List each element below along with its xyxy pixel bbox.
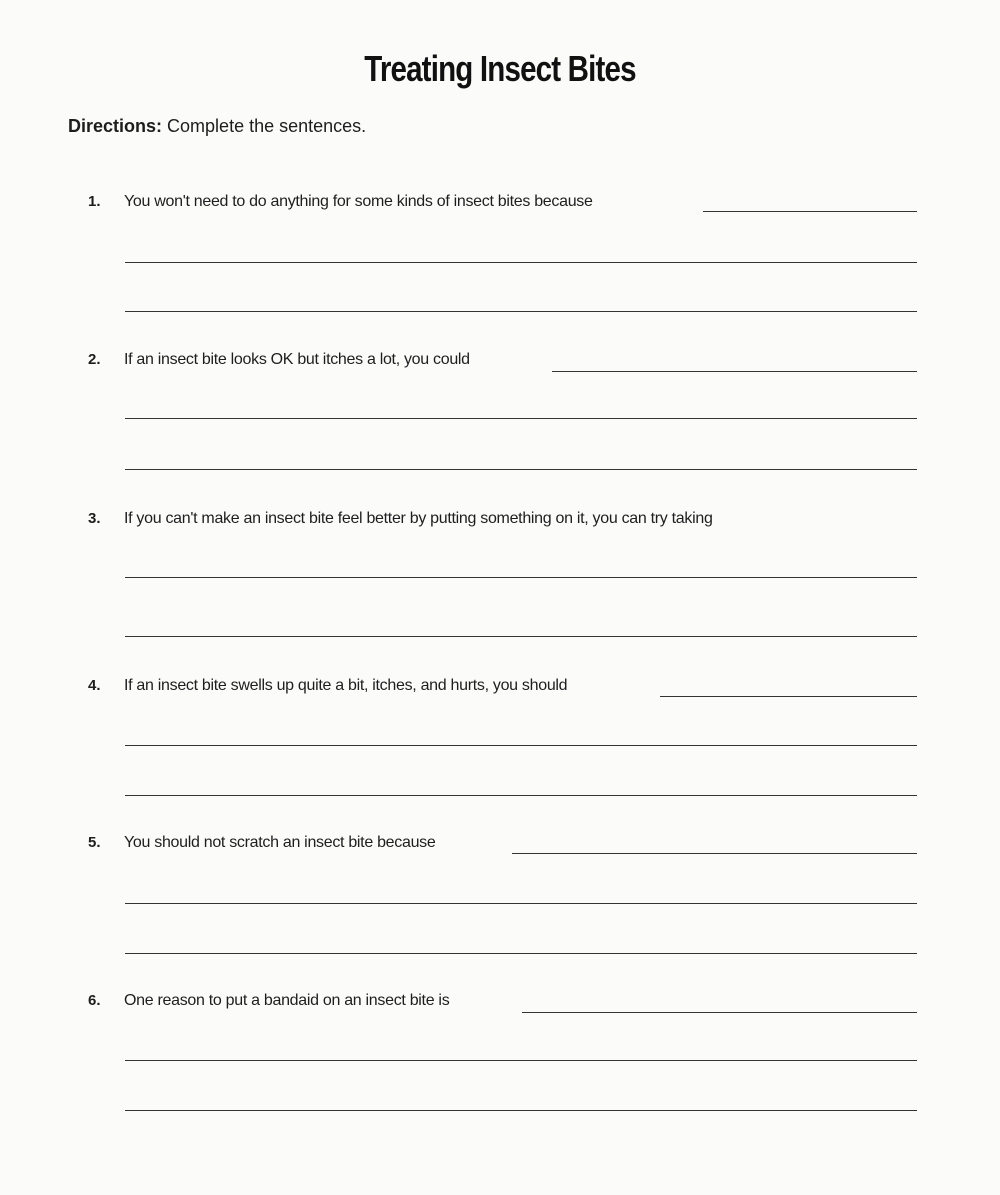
page-title: Treating Insect Bites bbox=[364, 48, 636, 89]
answer-line[interactable] bbox=[125, 293, 917, 312]
answer-line[interactable] bbox=[125, 451, 917, 470]
answer-line[interactable] bbox=[522, 994, 917, 1013]
question-number: 3. bbox=[88, 510, 101, 527]
question-prompt: One reason to put a bandaid on an insect bite is bbox=[124, 992, 450, 1009]
answer-line[interactable] bbox=[660, 678, 917, 697]
answer-line[interactable] bbox=[125, 727, 917, 746]
answer-line[interactable] bbox=[125, 885, 917, 904]
question-prompt: You won't need to do anything for some kinds of insect bites because bbox=[124, 193, 593, 210]
question-prompt: If an insect bite looks OK but itches a lot, you could bbox=[124, 351, 470, 368]
directions bbox=[68, 116, 366, 137]
question-number: 2. bbox=[88, 351, 101, 368]
answer-line[interactable] bbox=[125, 618, 917, 637]
directions-text: Complete the sentences. bbox=[167, 116, 367, 136]
question-number: 5. bbox=[88, 834, 101, 851]
answer-line[interactable] bbox=[125, 1092, 917, 1111]
directions-label: Directions: bbox=[68, 116, 163, 136]
question-number: 6. bbox=[88, 992, 101, 1009]
answer-line[interactable] bbox=[125, 1042, 917, 1061]
answer-line[interactable] bbox=[125, 559, 917, 578]
answer-line[interactable] bbox=[125, 935, 917, 954]
question-number: 1. bbox=[88, 193, 101, 210]
question-prompt: You should not scratch an insect bite because bbox=[124, 834, 436, 851]
answer-line[interactable] bbox=[125, 777, 917, 796]
question-prompt: If you can't make an insect bite feel better by putting something on it, you can try taking bbox=[124, 510, 713, 527]
answer-line[interactable] bbox=[512, 835, 917, 854]
answer-line[interactable] bbox=[703, 193, 917, 212]
answer-line[interactable] bbox=[125, 400, 917, 419]
question-number: 4. bbox=[88, 677, 101, 694]
answer-line[interactable] bbox=[125, 244, 917, 263]
question-prompt: If an insect bite swells up quite a bit, itches, and hurts, you should bbox=[124, 677, 568, 694]
answer-line[interactable] bbox=[552, 353, 917, 372]
